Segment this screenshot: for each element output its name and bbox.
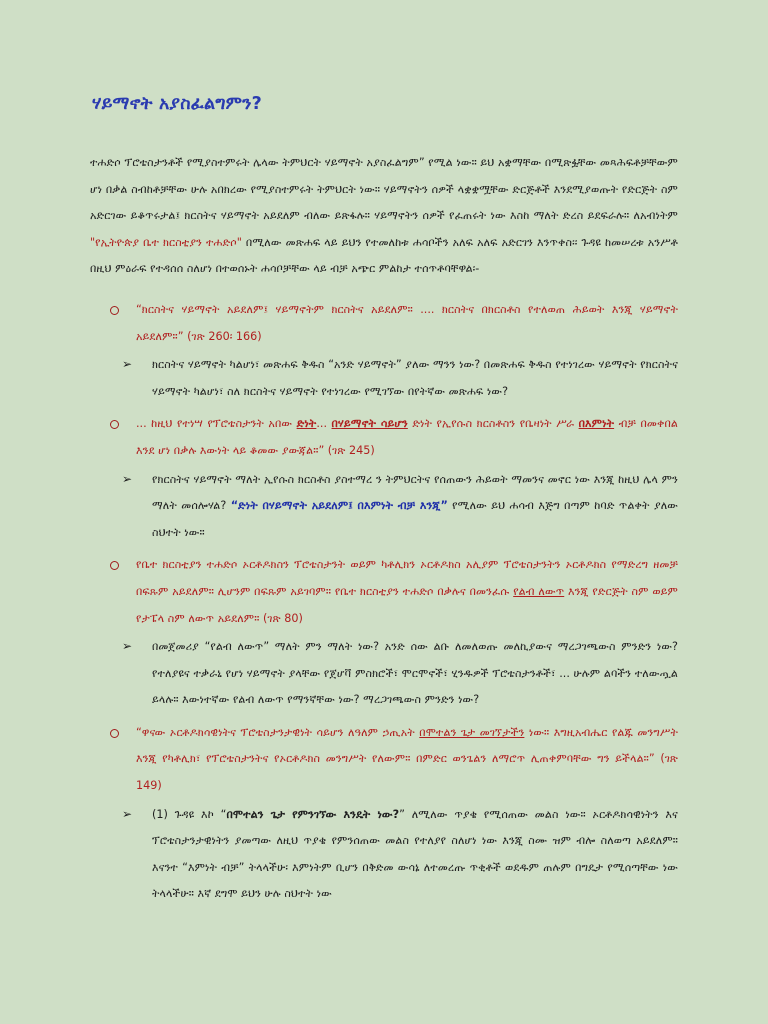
arrow-bullet-icon: ➢ [122, 806, 133, 821]
intro-text-end: በሚለው መጽሐፍ ላይ ይህን የተመለከቱ ሐሳቦችን አለፍ አለፍ አድርገን እንጥቀስ፡፡ ጉዳዩ ከመሠረቱ አንሥቶ በዚህ ምዕራፍ የተዳሰሰ ስለሆነ በተወሰኑት ሐሳቦቻቸው ላይ ብቻ አጭር ምልከታ ተሰጥቶባቸዋል፡- [90, 235, 678, 276]
quote-text: “ክርስትና ሃይማኖት አይደለም፤ ሃይማኖትም ክርስትና አይደለም። .... ክርስትና በክርስቶስ የተለወጠ ሕይወት እንጂ ሃይማኖት አይደለም።” (ገጽ 260፡ 166) [136, 302, 678, 343]
list-item [90, 411, 678, 546]
list-item [90, 720, 678, 908]
quote-underlined: የልብ ለውጥ [513, 584, 565, 598]
page-title: ሃይማኖት አያስፈልግምን? [92, 94, 262, 114]
quote-list [90, 297, 678, 908]
quote-part: የቤተ ክርስቲያን ተሐድሶ ኦርቶዶክስን ፕሮቴስታንት ወይም ካቶሊክን ኦርቶዶክስ አሊያም ፕሮቴስታንትን ኦርቶዶክስ የማድረግ ዘመቻ በፍጹም አይደለም። ሊሆንም በፍጹም አይገባም። የቤተ ክርስቲያን ተሐድሶ በቃሉና በመንፈሱ [136, 558, 678, 598]
circle-bullet-icon [110, 561, 119, 570]
quote-underlined: ድነት [296, 417, 317, 431]
response-text [152, 352, 678, 405]
quote-part: ነው። እግዚአብሔር የልጁ መንግሥት እንጂ የካቶሊክ፣ የፕሮቴስታንትና የኦርቶዶክስ መንግሥት የለውም። በምድር ወንጌልን ለማሮጥ ሊጠቀምባቸው ግን ይችላል።” (ገጽ 149) [136, 725, 678, 793]
response-list [122, 467, 678, 547]
response-emphasis: “ድነት በሃይማኖት አይደለም፤ በእምነት ብቻ እንጂ” [230, 499, 448, 513]
list-item [90, 552, 678, 714]
intro-paragraph [90, 150, 678, 283]
response-list [122, 634, 678, 714]
response-text [152, 634, 678, 714]
arrow-bullet-icon: ➢ [122, 357, 133, 372]
response-part: (1) ጉዳዩ እኮ “ [152, 807, 227, 821]
circle-bullet-icon [110, 420, 119, 429]
quote-part: ... [316, 417, 332, 431]
quote-text [136, 720, 678, 800]
quote-part: ... ከዚህ የተነሣ የፕሮቴስታንት አበው [136, 417, 297, 431]
response-text [152, 467, 678, 547]
response-part: ” ለሚለው ጥያቄ የሚሰጠው መልስ ነው። ኦርቶዶክሳዊነትን እና ፕሮቴስታንታዊነትን ያመጣው ለዚህ ጥያቄ የምንሰጠው መልስ የተለያየ ስለሆነ ነው እንጂ ስሙ ዝም ብሎ ስለወጣ አይደለም። እናንተ “እምነት ብቻ” ትላላችሁ፡ እምነትም ቢሆን በቅድመ ውሳኔ ለተመረጡ ጥቂቶች ወደዱም ጠሉም በግዴታ የሚሰጣቸው ነው ትላላችሁ። እኛ ደግሞ ይህን ሁሉ ስህተት ነው [152, 807, 678, 901]
arrow-bullet-icon: ➢ [122, 639, 133, 654]
quote-text [136, 552, 678, 632]
list-item [90, 297, 678, 405]
response-part: ክርስትና ሃይማኖት ካልሆነ፣ መጽሐፍ ቅዱስ “አንድ ሃይማኖት” ያለው ማንን ነው? በመጽሐፍ ቅዱስ የተነገረው ሃይማኖት የክርስትና ሃይማኖት ካልሆነ፣ ስለ ክርስትና ሃይማኖት የተነገረው የሚገኘው በየትኛው መጽሐፍ ነው? [152, 358, 678, 398]
response-item [122, 352, 678, 405]
response-item [122, 802, 678, 908]
intro-text: ተሐድሶ ፕሮቴስታንቶች የሚያስተምሩት ሌላው ትምህርት ሃይማኖት አያስፈልግም” የሚል ነው። ይህ አቋማቸው በሚጽፏቸው መጻሕፍቶቻቸውም ሆነ በቃል ስብከቶቻቸው ሁሉ አበክረው የሚያስተምሩት ትምህርት ነው። ሃይማኖትን ሰዎች ላቋቋሟቸው ድርጅቶች እንደሚያወጡት የድርጅት ስም አድርገው ይቆጥሩታል፤ ክርስትና ሃይማኖት አይደለም ብለው ይጽፋሉ። ሃይማኖትን ሰዎች የፈጠሩት ነው እስከ ማለት ድረስ ይደፍራሉ። ለአብነትም [90, 156, 678, 223]
response-list [122, 802, 678, 908]
quote-underlined: በሃይማኖት ሳይሆን [331, 417, 408, 431]
response-item [122, 467, 678, 547]
response-list [122, 352, 678, 405]
quote-text [136, 411, 678, 464]
response-part: የሚለው ይህ ሐሳብ እጅግ በጣም ከባድ ጥልቀት ያለው ስህተት ነው። [152, 499, 678, 539]
response-item [122, 634, 678, 714]
quote-underlined: በእምነት [578, 417, 615, 431]
quote-underlined: በሞተልን ጌታ መገኘታችን [419, 725, 525, 739]
response-emphasis: በሞተልን ጌታ የምንገኘው እንዴት ነው? [226, 807, 400, 821]
response-part: በመጀመሪያ “የልብ ለውጥ” ማለት ምን ማለት ነው? አንድ ሰው ልቡ ለመለወጡ መለኪያውና ማረጋገጫውስ ምንድን ነው? የተለያዩና ተቃራኒ የሆነ ሃይማኖት ያላቸው የጀሆቫ ምስክሮች፣ ሞርሞኖች፣ ሂንዱዎች ፕሮቴስታንቶች፣ ... ሁሉም ልባችን ተለውጧል ይላሉ። እውነተኛው የልብ ለውጥ የማንኛቸው ነው? ማረጋገጫውስ ምንድን ነው? [152, 640, 678, 707]
response-text [152, 802, 678, 908]
circle-bullet-icon [110, 306, 119, 315]
intro-book-reference: "የኢትዮጵያ ቤተ ክርስቲያን ተሐድሶ" [90, 235, 242, 249]
arrow-bullet-icon: ➢ [122, 471, 133, 486]
quote-part: ብቻ በመቀበል እንደ ሆነ በቃሉ እውነት ላይ ቆመው ያውጃል።” (ገጽ 245) [136, 417, 678, 457]
quote-part: እንጂ የድርጅት ስም ወይም የታፔላ ስም ለውጥ አይደለም። (ገጽ 80) [136, 584, 678, 625]
response-part: የክርስትና ሃይማኖት ማለት ኢየሱስ ክርስቶስ ያስተማረ ን ትምህርትና የሰጠውን ሕይወት ማመንና መኖር ነው እንጂ ከዚህ ሌላ ምን ማለት መሰሎሃል? [152, 472, 678, 513]
quote-part: “ዋናው ኦርቶዶክሳዊነትና ፕሮቴስታንታዊነት ሳይሆን ለዓለም ኃጢአት [136, 725, 420, 739]
circle-bullet-icon [110, 729, 119, 738]
quote-part: ድነት የኢየሱስ ክርስቶስን የቤዛነት ሥራ [407, 417, 579, 431]
